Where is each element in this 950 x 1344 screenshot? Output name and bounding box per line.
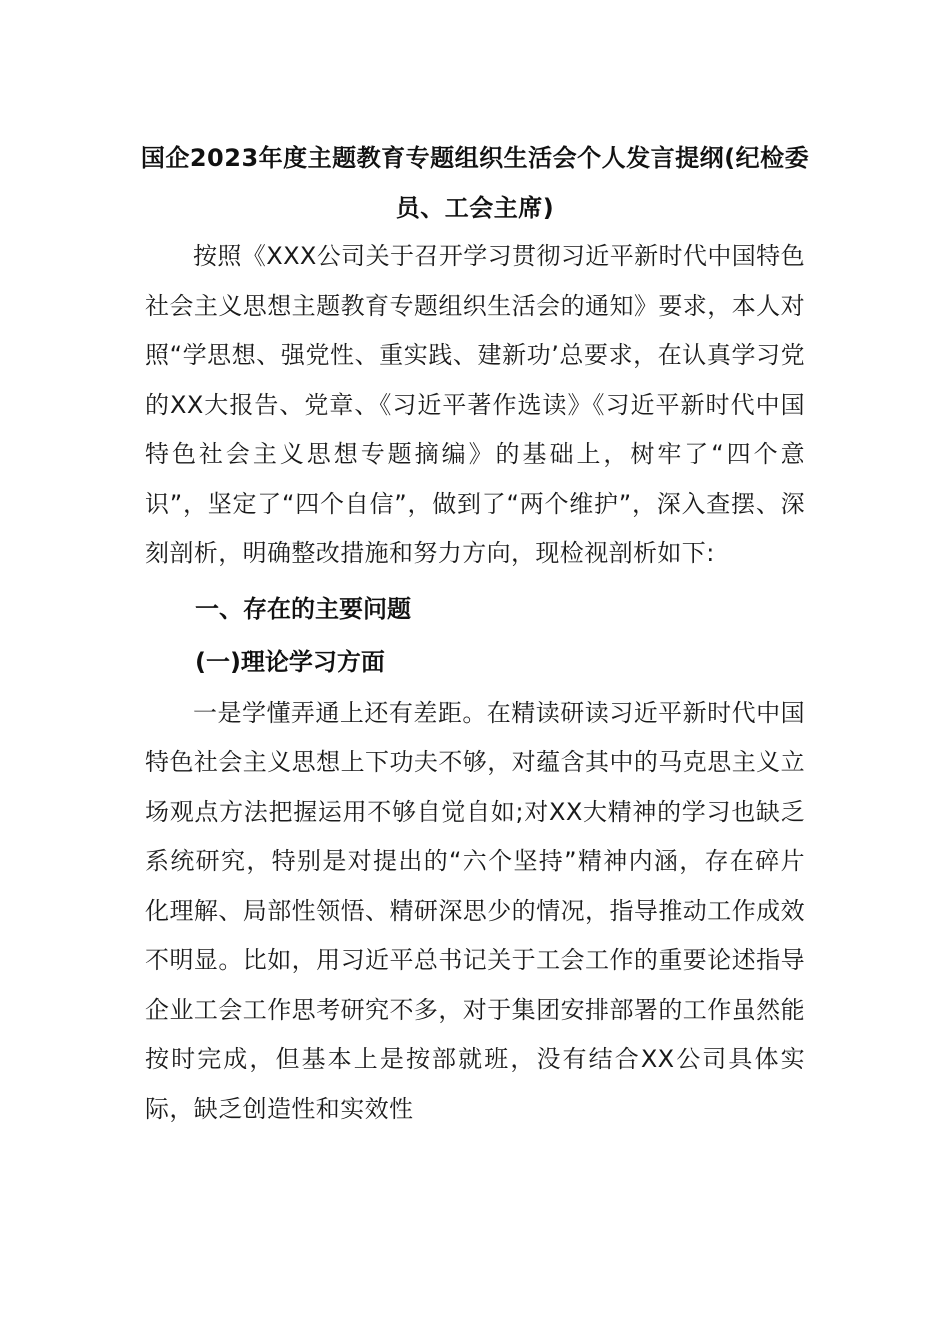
body-paragraph: 一是学懂弄通上还有差距。在精读研读习近平新时代中国特色社会主义思想上下功夫不够，对蕴含其中的马克思主义立场观点方法把握运用不够自觉自如;对XX大精神的学习也缺乏系统研究，特别是对提出的“六个坚持”精神内涵，存在碎片化理解、局部性领悟、精研深思少的情况，指导推动工作成效不明显。比如，用习近平总书记关于工会工作的重要论述指导企业工会工作思考研究不多，对于集团安排部署的工作虽然能按时完成，但基本上是按部就班，没有结合XX公司具体实际，缺乏创造性和实效性	[145, 698, 805, 1123]
section-heading-main-problems: 一、存在的主要问题	[195, 594, 411, 623]
document-body	[145, 232, 805, 1134]
intro-paragraph: 按照《XXX公司关于召开学习贯彻习近平新时代中国特色社会主义思想主题教育专题组织生活会的通知》要求，本人对照“学思想、强党性、重实践、建新功’总要求，在认真学习党的XX大报告、党章、《习近平著作选读》《习近平新时代中国特色社会主义思想专题摘编》的基础上，树牢了“四个意识”，坚定了“四个自信”，做到了“两个维护”，深入查摆、深刻剖析，明确整改措施和努力方向，现检视剖析如下:	[145, 242, 805, 567]
document-title: 国企2023年度主题教育专题组织生活会个人发言提纲(纪检委员、工会主席)	[140, 144, 810, 222]
subsection-heading-theory-study: (一)理论学习方面	[195, 647, 385, 676]
